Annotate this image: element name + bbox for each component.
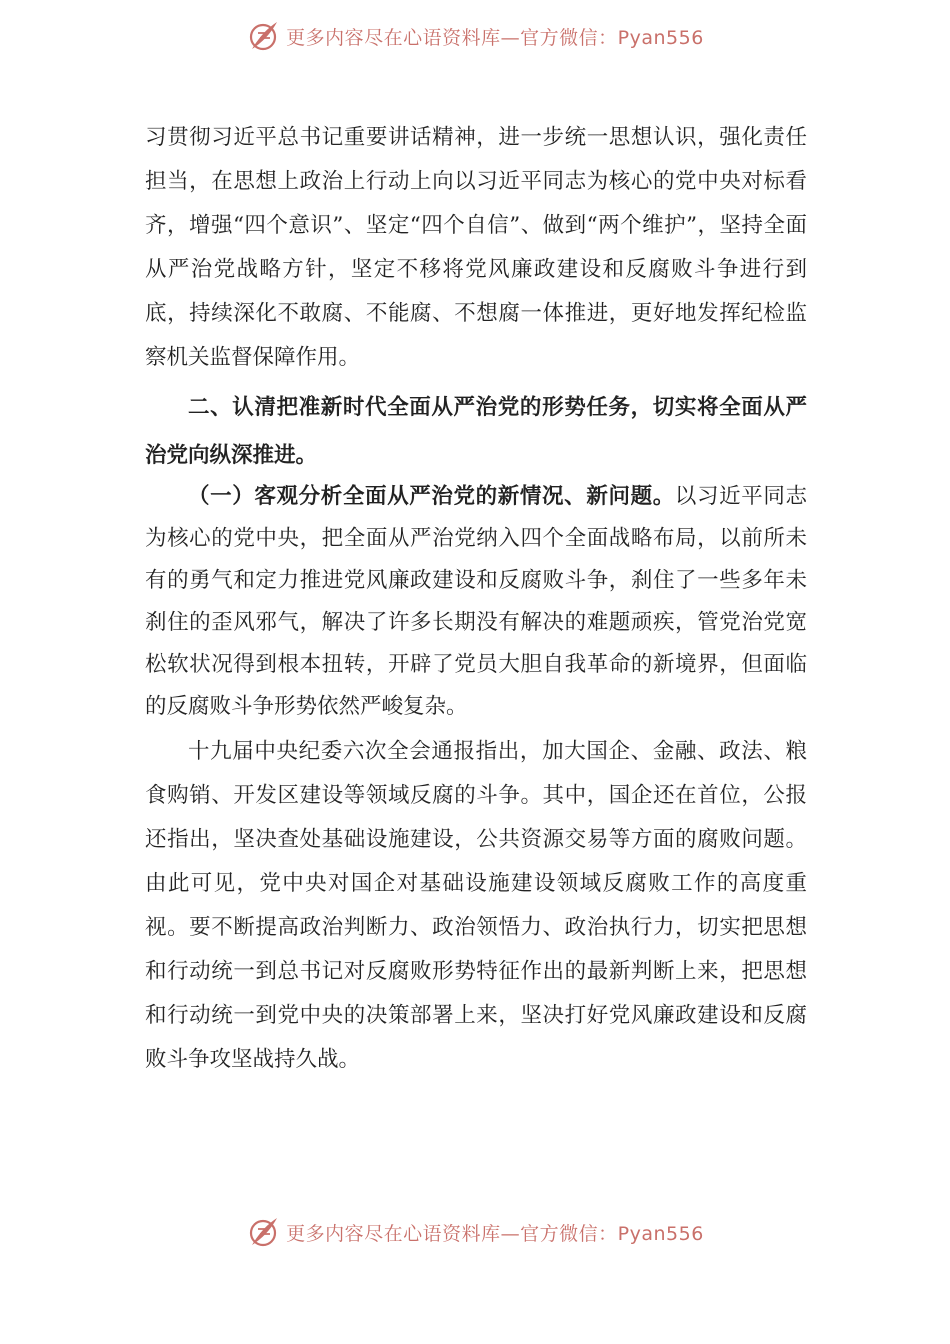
watermark-text: 更多内容尽在心语资料库—官方微信：Pyan556 (286, 26, 704, 49)
paragraph-continuation: 习贯彻习近平总书记重要讲话精神，进一步统一思想认识，强化责任担当，在思想上政治上行动上向以习近平同志为核心的党中央对标看齐，增强“四个意识”、坚定“四个自信”、做到“两个维护”，坚持全面从严治党战略方针，坚定不移将党风廉政建设和反腐败斗争进行到底，持续深化不敢腐、不能腐、不想腐一体推进，更好地发挥纪检监察机关监督保障作用。 (145, 125, 807, 370)
paragraph-plenary: 十九届中央纪委六次全会通报指出，加大国企、金融、政法、粮食购销、开发区建设等领域反腐的斗争。其中，国企还在首位，公报还指出，坚决查处基础设施建设，公共资源交易等方面的腐败问题。由此可见，党中央对国企对基础设施建设领域反腐败工作的高度重视。要不断提高政治判断力、政治领悟力、政治执行力，切实把思想和行动统一到总书记对反腐败形势特征作出的最新判断上来，把思想和行动统一到党中央的决策部署上来，坚决打好党风廉政建设和反腐败斗争攻坚战持久战。 (145, 739, 807, 1072)
subsection-body-1: 以习近平同志为核心的党中央，把全面从严治党纳入四个全面战略布局，以前所未有的勇气和定力推进党风廉政建设和反腐败斗争，刹住了一些多年未刹住的歪风邪气，解决了许多长期没有解决的难题顽疾，管党治党宽松软状况得到根本扭转，开辟了党员大胆自我革命的新境界，但面临的反腐败斗争形势依然严峻复杂。 (145, 484, 807, 719)
header-watermark (0, 16, 950, 56)
watermark-text: 更多内容尽在心语资料库—官方微信：Pyan556 (286, 1222, 704, 1245)
document-body (145, 116, 807, 1082)
section-heading-2: 二、认清把准新时代全面从严治党的形势任务，切实将全面从严治党向纵深推进。 (145, 395, 807, 468)
quill-logo-icon (246, 19, 280, 53)
subsection-title-1: （一）客观分析全面从严治党的新情况、新问题。 (188, 484, 675, 509)
subsection-paragraph-1 (145, 476, 807, 728)
footer-watermark (0, 1212, 950, 1252)
quill-logo-icon (246, 1215, 280, 1249)
